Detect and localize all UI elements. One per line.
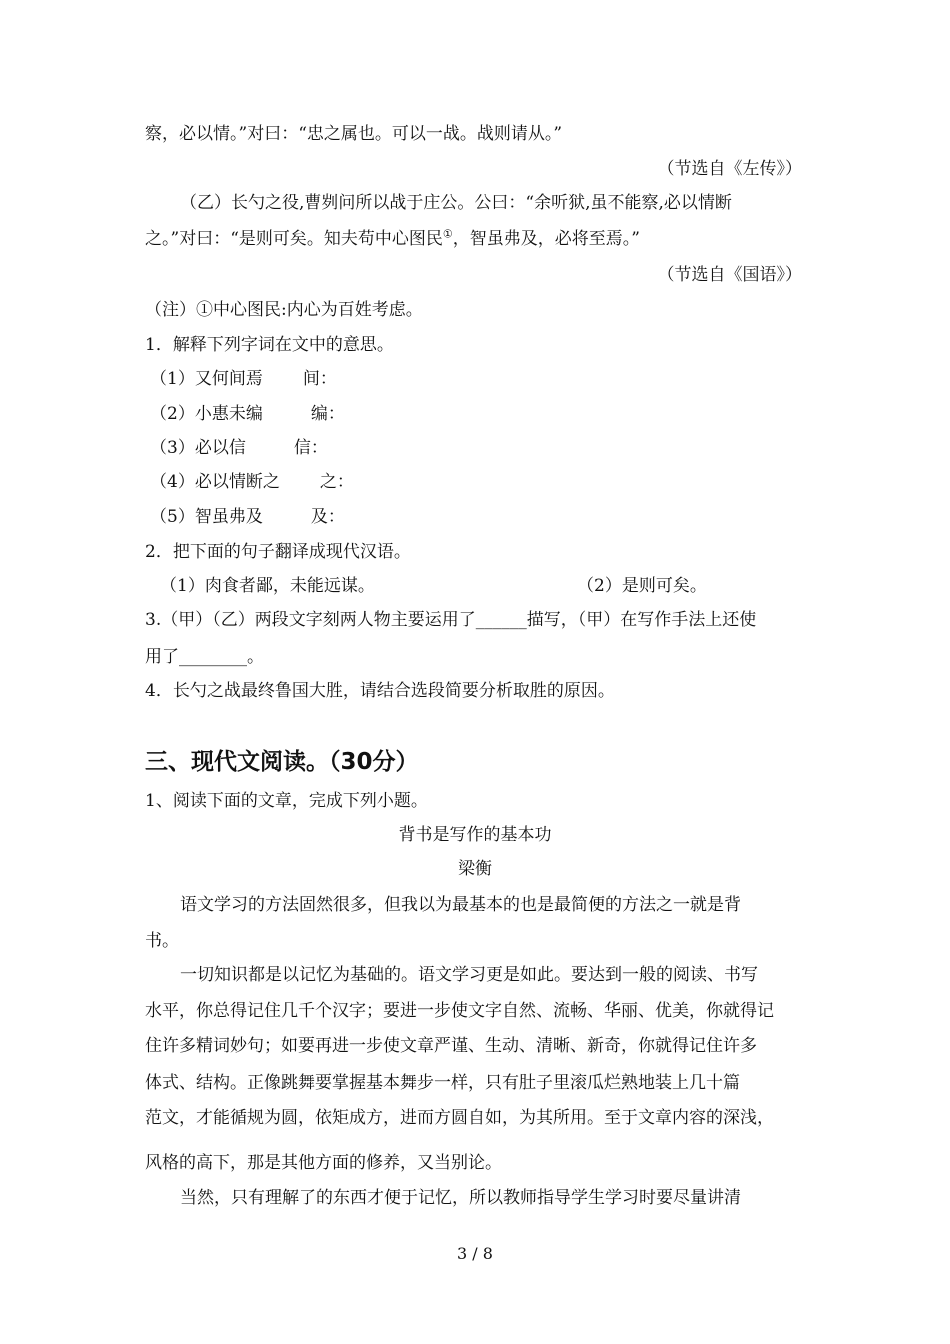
passage-b-line-1: （乙）长勺之役,曹刿问所以战于庄公。公曰：“余听狱,虽不能察,必以情断 bbox=[180, 193, 732, 213]
article-line: 风格的高下，那是其他方面的修养，又当别论。 bbox=[145, 1153, 502, 1173]
article-author: 梁衡 bbox=[458, 859, 492, 879]
question-3-line-1: 3.（甲）（乙）两段文字刻两人物主要运用了______描写，（甲）在写作手法上还使 bbox=[145, 610, 757, 630]
source-a: （节选自《左传》） bbox=[657, 159, 802, 179]
passage-b-line-2 bbox=[145, 228, 640, 250]
section-3-intro: 1、阅读下面的文章，完成下列小题。 bbox=[145, 791, 428, 811]
question-1-item bbox=[150, 471, 354, 493]
article-line: 范文，才能循规为圆，依矩成方，进而方圆自如，为其所用。至于文章内容的深浅， bbox=[145, 1108, 774, 1128]
source-b: （节选自《国语》） bbox=[657, 265, 802, 285]
question-1-item bbox=[150, 437, 328, 459]
item-word: 编： bbox=[310, 404, 345, 424]
question-2-item-2: （2）是则可矣。 bbox=[577, 576, 707, 596]
article-line: 一切知识都是以记忆为基础的。语文学习更是如此。要达到一般的阅读、书写 bbox=[180, 965, 758, 985]
article-title: 背书是写作的基本功 bbox=[398, 825, 552, 845]
question-2-stem: 2．把下面的句子翻译成现代汉语。 bbox=[145, 542, 411, 562]
page-number: 3 / 8 bbox=[457, 1244, 493, 1263]
article-line: 住许多精词妙句；如要再进一步使文章严谨、生动、清晰、新奇，你就得记住许多 bbox=[145, 1036, 757, 1056]
footnote-marker: ① bbox=[442, 227, 453, 241]
item-word: 及： bbox=[310, 507, 345, 527]
item-phrase: （2）小惠未编 bbox=[150, 404, 263, 424]
article-line: 水平，你总得记住几千个汉字；要进一步使文字自然、流畅、华丽、优美，你就得记 bbox=[145, 1001, 774, 1021]
question-1-item bbox=[150, 368, 337, 390]
item-phrase: （1）又何间焉 bbox=[150, 369, 263, 389]
question-1-item bbox=[150, 403, 345, 425]
question-4: 4．长勺之战最终鲁国大胜，请结合选段简要分析取胜的原因。 bbox=[145, 681, 615, 701]
passage-b-text-pre: 之。”对曰：“是则可矣。知夫苟中心图民 bbox=[145, 229, 443, 249]
question-1-stem: 1．解释下列字词在文中的意思。 bbox=[145, 335, 394, 355]
article-line: 语文学习的方法固然很多，但我以为最基本的也是最简便的方法之一就是背 bbox=[180, 895, 741, 915]
item-word: 间： bbox=[302, 369, 337, 389]
passage-a-end: 察，必以情。”对曰：“忠之属也。可以一战。战则请从。” bbox=[145, 124, 563, 144]
passage-b-text-post: ，智虽弗及，必将至焉。” bbox=[452, 229, 640, 249]
question-1-item bbox=[150, 506, 345, 528]
question-3-line-2: 用了________。 bbox=[145, 647, 264, 667]
article-line: 书。 bbox=[145, 931, 179, 951]
item-phrase: （5）智虽弗及 bbox=[150, 507, 263, 527]
item-phrase: （4）必以情断之 bbox=[150, 472, 280, 492]
section-3-heading: 三、现代文阅读。（30分） bbox=[145, 749, 419, 775]
article-line: 当然，只有理解了的东西才便于记忆，所以教师指导学生学习时要尽量讲清 bbox=[180, 1188, 741, 1208]
question-2-item-1: （1）肉食者鄙，未能远谋。 bbox=[160, 576, 375, 596]
footnote: （注）①中心图民:内心为百姓考虑。 bbox=[145, 300, 423, 320]
item-word: 信： bbox=[293, 438, 328, 458]
item-phrase: （3）必以信 bbox=[150, 438, 246, 458]
article-line: 体式、结构。正像跳舞要掌握基本舞步一样，只有肚子里滚瓜烂熟地装上几十篇 bbox=[145, 1073, 740, 1093]
item-word: 之： bbox=[319, 472, 354, 492]
